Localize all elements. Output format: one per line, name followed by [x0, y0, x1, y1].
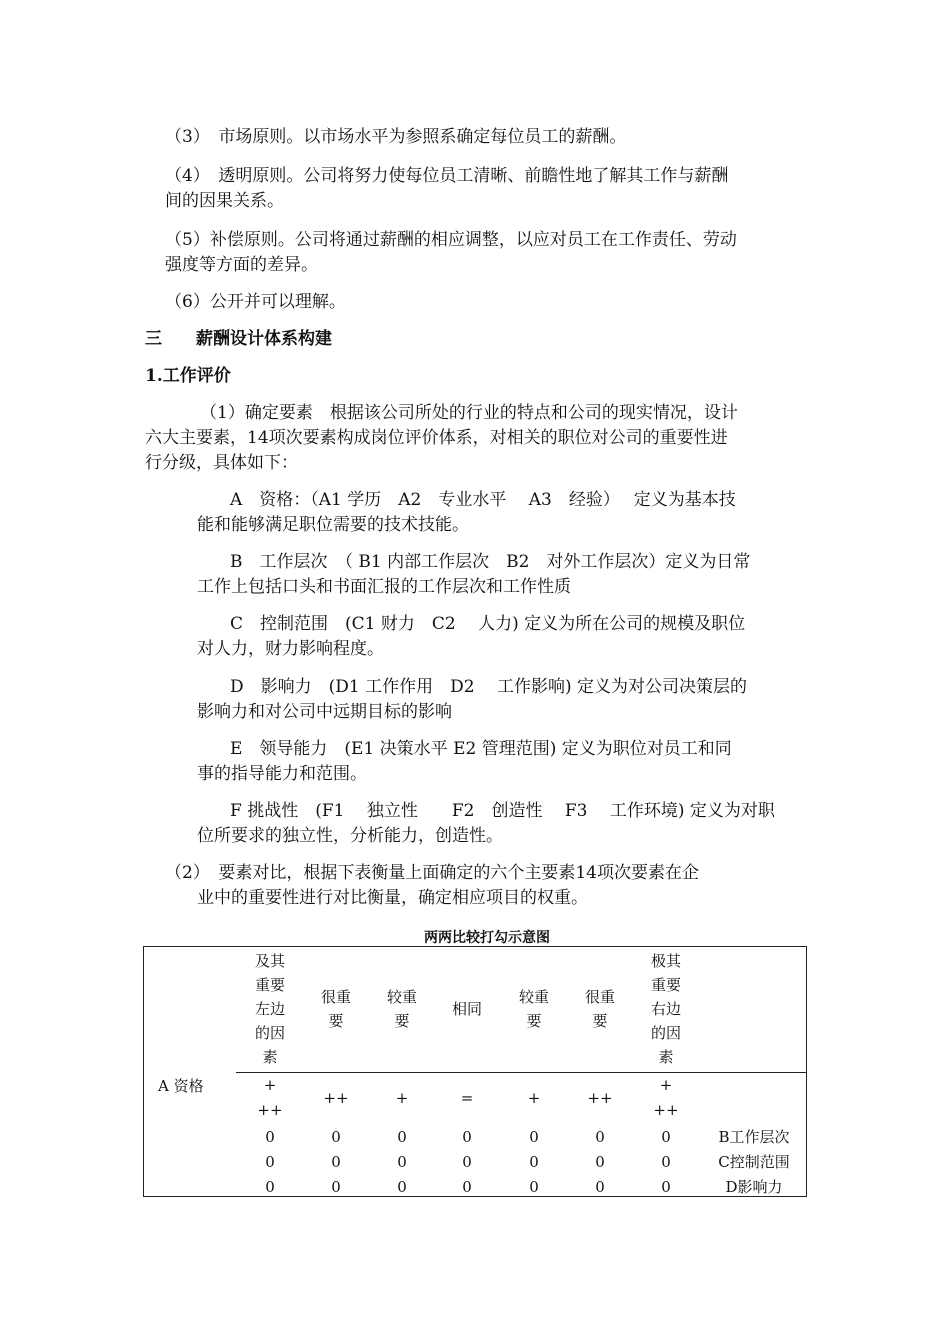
symbol-cell: ++ — [587, 1089, 613, 1107]
value-cell: 0 — [661, 1153, 671, 1171]
value-cell: 0 — [397, 1153, 407, 1171]
factor-a-line2: 能和能够满足职位需要的技术技能。 — [197, 515, 469, 535]
value-cell: 0 — [462, 1128, 472, 1146]
principle-4-line1: （4） 透明原则。公司将努力使每位员工清晰、前瞻性地了解其工作与薪酬 — [165, 166, 729, 186]
value-cell: 0 — [462, 1153, 472, 1171]
factor-b-line2: 工作上包括口头和书面汇报的工作层次和工作性质 — [197, 577, 571, 597]
intro-line2: 六大主要素，14项次要素构成岗位评价体系，对相关的职位对公司的重要性进 — [145, 428, 728, 448]
symbol-cell: + ++ — [257, 1076, 283, 1119]
symbol-cell: + — [527, 1089, 541, 1107]
subsection-heading: 1.工作评价 — [145, 366, 231, 386]
header-equal: 相同 — [451, 1000, 482, 1018]
value-cell: 0 — [529, 1178, 539, 1196]
symbol-cell: + ++ — [653, 1076, 679, 1119]
value-cell: 0 — [595, 1153, 605, 1171]
principle-6: （6）公开并可以理解。 — [165, 292, 346, 312]
value-cell: 0 — [595, 1178, 605, 1196]
symbol-cell: ++ — [323, 1089, 349, 1107]
principle-5-line1: （5）补偿原则。公司将通过薪酬的相应调整，以应对员工在工作责任、劳动 — [165, 230, 737, 250]
value-cell: 0 — [397, 1178, 407, 1196]
factor-c-line1: C 控制范围 (C1 财力 C2 人力) 定义为所在公司的规模及职位 — [230, 614, 746, 634]
factor-d-line1: D 影响力 (D1 工作作用 D2 工作影响) 定义为对公司决策层的 — [230, 677, 747, 697]
header-extreme-right: 极其 重要 右边 的因 素 — [650, 952, 681, 1066]
row-right-factor: C控制范围 — [718, 1153, 790, 1171]
value-cell: 0 — [331, 1128, 341, 1146]
value-cell: 0 — [661, 1128, 671, 1146]
value-cell: 0 — [265, 1153, 275, 1171]
factor-a-line1: A 资格：（A1 学历 A2 专业水平 A3 经验） 定义为基本技 — [230, 490, 736, 510]
factor-b-line1: B 工作层次 （ B1 内部工作层次 B2 对外工作层次）定义为日常 — [230, 552, 751, 572]
value-cell: 0 — [265, 1128, 275, 1146]
comparison-line2: 业中的重要性进行对比衡量，确定相应项目的权重。 — [197, 888, 588, 908]
value-cell: 0 — [331, 1153, 341, 1171]
value-cell: 0 — [462, 1178, 472, 1196]
value-cell: 0 — [529, 1128, 539, 1146]
value-cell: 0 — [529, 1153, 539, 1171]
value-cell: 0 — [331, 1178, 341, 1196]
symbol-cell: = — [460, 1089, 474, 1107]
intro-line3: 行分级，具体如下： — [145, 453, 298, 473]
row-label: A 资格 — [158, 1077, 204, 1095]
value-cell: 0 — [595, 1128, 605, 1146]
principle-5-line2: 强度等方面的差异。 — [165, 255, 318, 275]
header-very-right: 很重 要 — [584, 988, 615, 1030]
header-more-right: 较重 要 — [518, 988, 549, 1030]
row-right-factor: D影响力 — [725, 1178, 783, 1196]
value-cell: 0 — [265, 1178, 275, 1196]
factor-c-line2: 对人力，财力影响程度。 — [197, 639, 384, 659]
principle-4-line2: 间的因果关系。 — [165, 191, 284, 211]
header-more-left: 较重 要 — [386, 988, 417, 1030]
symbol-cell: + — [395, 1089, 409, 1107]
factor-d-line2: 影响力和对公司中远期目标的影响 — [197, 702, 452, 722]
factor-e-line1: E 领导能力 (E1 决策水平 E2 管理范围) 定义为职位对员工和同 — [230, 739, 732, 759]
row-right-factor: B工作层次 — [718, 1128, 790, 1146]
table-divider — [236, 1072, 806, 1073]
value-cell: 0 — [397, 1128, 407, 1146]
principle-3: （3） 市场原则。以市场水平为参照系确定每位员工的薪酬。 — [165, 127, 627, 147]
factor-f-line1: F 挑战性 (F1 独立性 F2 创造性 F3 工作环境) 定义为对职 — [230, 801, 775, 821]
comparison-table — [143, 946, 807, 1197]
section-heading: 三 薪酬设计体系构建 — [145, 329, 332, 349]
intro-line1: （1）确定要素 根据该公司所处的行业的特点和公司的现实情况，设计 — [200, 403, 738, 423]
table-title: 两两比较打勾示意图 — [424, 930, 550, 946]
value-cell: 0 — [661, 1178, 671, 1196]
header-extreme-left: 及其 重要 左边 的因 素 — [254, 952, 285, 1066]
comparison-line1: （2） 要素对比，根据下表衡量上面确定的六个主要素14项次要素在企 — [165, 863, 699, 883]
header-very-left: 很重 要 — [320, 988, 351, 1030]
factor-e-line2: 事的指导能力和范围。 — [197, 764, 367, 784]
factor-f-line2: 位所要求的独立性，分析能力，创造性。 — [197, 826, 503, 846]
